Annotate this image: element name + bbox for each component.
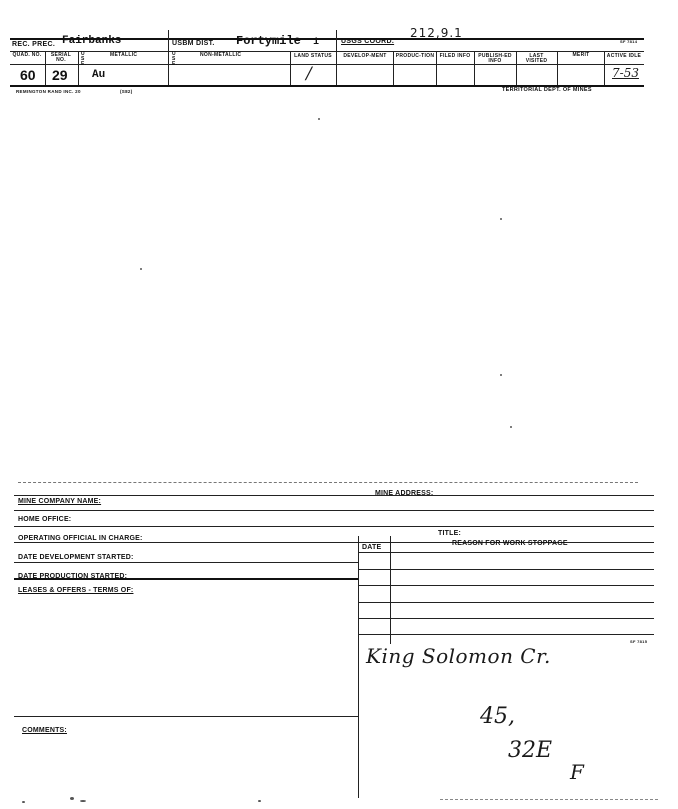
header-s2: S	[172, 56, 176, 62]
divider	[336, 30, 337, 85]
handwritten-code-3: F	[570, 760, 584, 784]
top-card-header-rule	[10, 51, 644, 52]
stoppage-reason-header: REASON FOR WORK STOPPAGE	[452, 540, 568, 547]
header-merit: MERIT	[572, 52, 590, 58]
bottom-card-edge	[18, 482, 638, 483]
scan-speck	[500, 218, 502, 220]
header-active-idle: ACTIVE IDLE	[606, 53, 642, 59]
header-quad-no: QUAD. NO.	[12, 52, 42, 58]
scan-speck	[500, 374, 502, 376]
title-label: TITLE:	[438, 530, 461, 537]
bottom-card-rule	[14, 562, 358, 563]
stoppage-rule	[358, 634, 654, 635]
handwritten-location: King Solomon Cr.	[366, 644, 551, 668]
top-card-subheader-rule	[10, 61, 644, 67]
usbm-dist-value: Fortymile	[236, 34, 301, 48]
stoppage-rule	[358, 569, 654, 570]
divider	[516, 51, 517, 85]
stoppage-rule	[358, 552, 654, 553]
header-non-metallic: NON-METALLIC	[200, 52, 242, 58]
header-production: PRODUC-TION	[395, 53, 435, 59]
top-card-footer-right: TERRITORIAL DEPT. OF MINES	[502, 87, 592, 93]
divider	[168, 30, 169, 85]
scan-speck	[510, 426, 512, 428]
scan-speck	[318, 118, 320, 120]
usbm-dist-number: 1	[313, 37, 320, 48]
stoppage-rule	[358, 585, 654, 586]
active-idle-value: 7-53	[612, 66, 639, 80]
stoppage-rule	[358, 618, 654, 619]
divider	[290, 51, 291, 85]
bottom-card-rule	[14, 495, 654, 496]
header-filed-info: FILED INFO	[439, 53, 471, 59]
quad-no-value: 60	[20, 67, 36, 83]
scan-speck	[258, 800, 261, 802]
comments-label: COMMENTS:	[22, 727, 67, 734]
top-card-footer-code: (S82)	[120, 89, 133, 94]
divider	[358, 536, 359, 798]
handwritten-code-1: 45,	[480, 704, 515, 729]
divider	[604, 51, 605, 85]
date-production-started-label: DATE PRODUCTION STARTED:	[18, 573, 128, 580]
usgs-coord-label: USGS COORD.	[341, 38, 395, 45]
serial-no-value: 29	[52, 67, 68, 83]
header-land-status: LAND STATUS	[294, 53, 332, 59]
divider	[78, 51, 79, 85]
header-s: S	[81, 56, 85, 62]
usgs-coord-value: 212,9.1	[410, 26, 463, 40]
scan-speck	[70, 797, 74, 800]
stoppage-rule	[358, 602, 654, 603]
bottom-card-edge	[440, 799, 658, 800]
header-published-info: PUBLISH-ED INFO	[478, 53, 512, 64]
bottom-card-rule	[14, 716, 358, 717]
bottom-form-number: SF 7815	[630, 639, 648, 644]
mine-address-label: MINE ADDRESS:	[375, 490, 434, 497]
header-serial-no: SERIAL NO.	[50, 52, 72, 63]
divider	[557, 51, 558, 85]
header-e: E.	[81, 61, 87, 67]
divider	[393, 51, 394, 85]
scan-speck	[140, 268, 142, 270]
divider	[474, 51, 475, 85]
rec-prec-value: Fairbanks	[62, 35, 122, 47]
land-status-value: /	[306, 64, 312, 84]
header-u: U	[81, 51, 85, 57]
rec-prec-label: REC. PREC.	[12, 41, 56, 48]
header-u2: U	[172, 51, 176, 57]
header-metallic: METALLIC	[110, 52, 138, 58]
divider	[436, 51, 437, 85]
handwritten-code-2: 32E	[508, 738, 553, 763]
scan-speck	[22, 801, 25, 803]
bottom-card-rule	[14, 510, 654, 511]
mine-company-name-label: MINE COMPANY NAME:	[18, 498, 102, 505]
metallic-value: Au	[92, 69, 106, 81]
scan-speck	[80, 800, 86, 802]
date-development-started-label: DATE DEVELOPMENT STARTED:	[18, 554, 134, 561]
usbm-dist-label: USBM DIST.	[172, 40, 215, 47]
home-office-label: HOME OFFICE:	[18, 516, 72, 523]
form-number: SF 7814	[620, 39, 638, 44]
header-development: DEVELOP-MENT	[343, 53, 387, 59]
operating-official-label: OPERATING OFFICIAL IN CHARGE:	[18, 535, 143, 542]
leases-offers-label: LEASES & OFFERS - TERMS OF:	[18, 587, 134, 594]
header-last-visited: LAST VISITED	[525, 53, 548, 64]
top-card-footer-left: REMINGTON RAND INC. 20	[16, 89, 81, 94]
header-e2: E.	[172, 61, 178, 67]
stoppage-date-header: DATE	[362, 544, 382, 551]
bottom-card-rule	[14, 526, 654, 527]
